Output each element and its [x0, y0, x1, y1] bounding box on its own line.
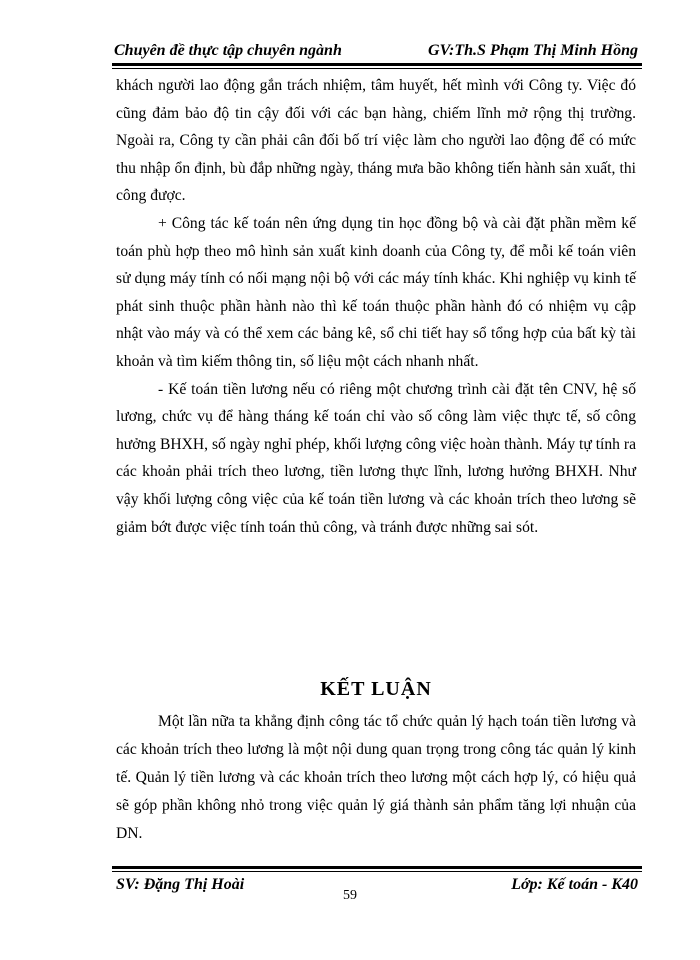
conclusion-paragraph: Một lần nữa ta khẳng định công tác tổ chức quản lý hạch toán tiền lương và các khoản trích theo lương là một nội dung quan trọng trong công tác quản lý kinh tế. Quản lý tiền lương và các khoản trích theo lương một cách hợp lý, có hiệu quả sẽ góp phần không nhỏ trong việc quản lý giá thành sản phẩm tăng lợi nhuận của DN.: [116, 713, 636, 842]
header-course-title: Chuyên đề thực tập chuyên ngành: [114, 42, 342, 59]
footer-student: SV: Đặng Thị Hoài: [116, 876, 245, 893]
header-instructor: GV:Th.S Phạm Thị Minh Hồng: [428, 42, 638, 59]
body-text: [116, 72, 636, 541]
footer-class: Lớp: Kế toán - K40: [511, 876, 638, 893]
conclusion-body: [116, 708, 636, 848]
conclusion-heading: KẾT LUẬN: [320, 678, 432, 700]
body-paragraph-continuation: khách người lao động gắn trách nhiệm, tâm huyết, hết mình với Công ty. Việc đó cũng đảm bảo độ tin cậy đối với các bạn hàng, chiếm lĩnh mở rộng thị trường. Ngoài ra, Công ty cần phải cân đối bố trí việc làm cho người lao động để có mức thu nhập ổn định, bù đắp những ngày, tháng mưa bão không tiến hành sản xuất, thi công được.: [116, 77, 636, 205]
footer-rule: [112, 866, 642, 872]
page-number: 59: [343, 888, 357, 903]
header-rule: [112, 63, 642, 69]
header-row: [112, 38, 642, 60]
body-paragraph-payroll: - Kế toán tiền lương nếu có riêng một chương trình cài đặt tên CNV, hệ số lương, chức vụ để hàng tháng kế toán chỉ vào số công làm việc thực tế, số công hưởng BHXH, số ngày nghỉ phép, khối lượng công việc hoàn thành. Máy tự tính ra các khoản phải trích theo lương, tiền lương thực lĩnh, lương hưởng BHXH. Như vậy khối lượng công việc của kế toán tiền lương và các khoản trích theo lương sẽ giảm bớt được việc tính toán thủ công, và tránh được những sai sót.: [116, 380, 636, 536]
page-header: [112, 38, 642, 69]
body-paragraph-software: + Công tác kế toán nên ứng dụng tin học đồng bộ và cài đặt phần mềm kế toán phù hợp theo mô hình sản xuất kinh doanh của Công ty, để mỗi kế toán viên sử dụng máy tính có nối mạng nội bộ với các máy tính khác. Khi nghiệp vụ kinh tế phát sinh thuộc phần hành nào thì kế toán thuộc phần hành đó có nhiệm vụ cập nhật vào máy và có thể xem các bảng kê, sổ chi tiết hay sổ tổng hợp của bất kỳ tài khoản và tìm kiếm thông tin, số liệu một cách nhanh nhất.: [116, 214, 636, 370]
